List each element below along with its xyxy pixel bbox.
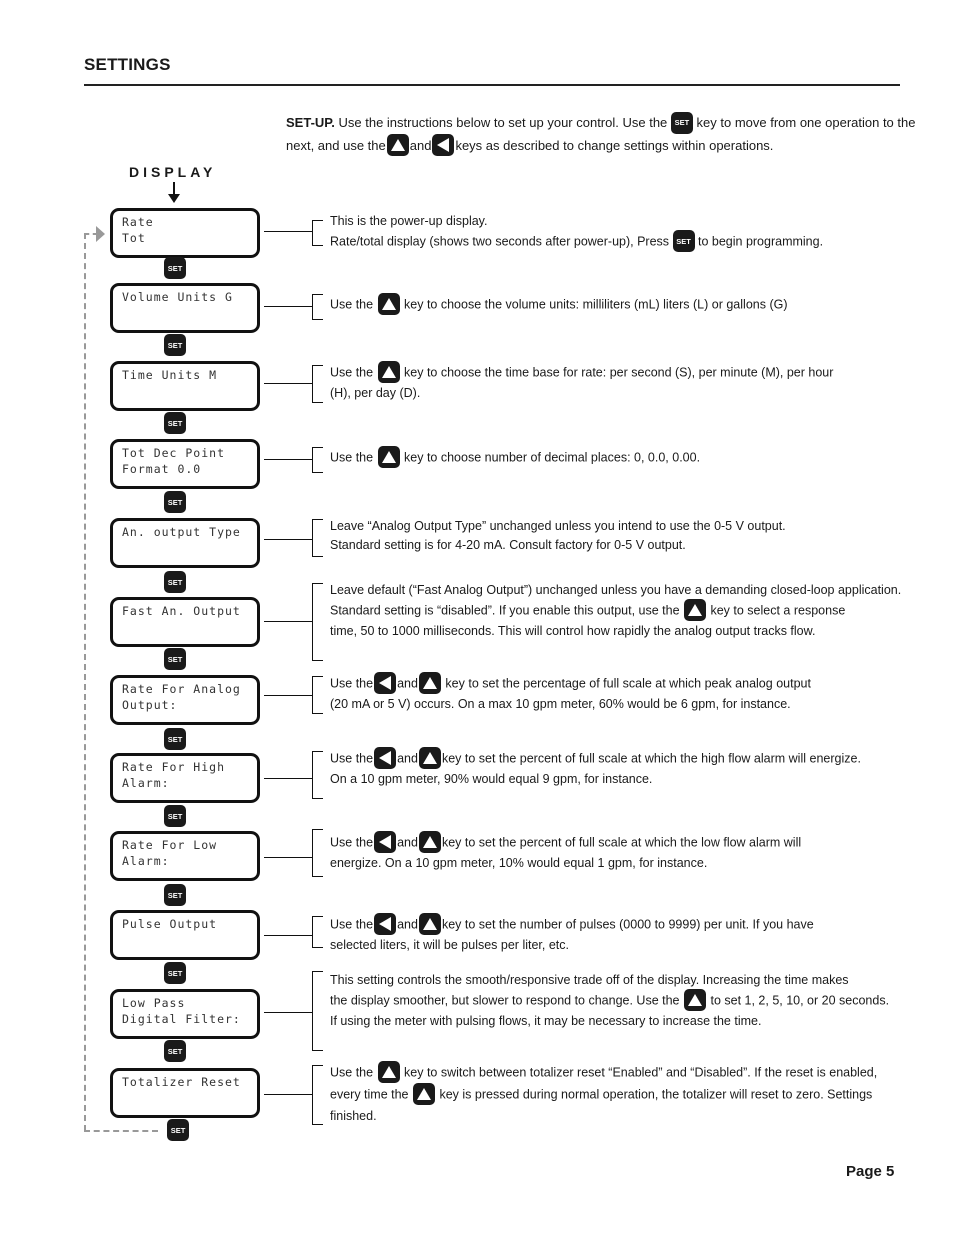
set-key-icon: SET <box>671 112 693 134</box>
lcd-line: Rate For Analog <box>122 682 241 696</box>
desc-text: Use the <box>330 751 374 766</box>
step-description <box>330 832 930 873</box>
lcd-totalizer-reset <box>110 1068 260 1118</box>
bracket <box>312 676 323 714</box>
bracket <box>312 294 323 320</box>
return-loop-arrowhead <box>96 226 105 242</box>
up-arrow-key-icon <box>378 361 400 383</box>
connector <box>264 383 312 384</box>
desc-text: key to set the percent of full scale at which the high flow alarm will energize. <box>441 751 861 766</box>
title-rule <box>84 84 900 86</box>
intro-text-2: key to move from one operation to the next, and use the <box>286 115 916 153</box>
lcd-line: Rate For High <box>122 760 226 774</box>
bracket <box>312 220 323 246</box>
desc-text: and <box>397 676 418 691</box>
up-arrow-key-icon <box>684 989 706 1011</box>
lcd-line: Fast An. Output <box>122 604 241 618</box>
lcd-line: Tot <box>122 231 146 245</box>
desc-text: Use the <box>330 450 377 465</box>
up-arrow-key-icon <box>378 1061 400 1083</box>
set-key-icon: SET <box>164 412 186 434</box>
lcd-rate-for-low-alarm <box>110 831 260 881</box>
lcd-line: Totalizer Reset <box>122 1075 241 1089</box>
lcd-line: Digital Filter: <box>122 1012 241 1026</box>
set-key-icon: SET <box>164 571 186 593</box>
return-loop-bottom <box>84 1130 158 1132</box>
step-description <box>330 581 930 641</box>
left-arrow-key-icon <box>374 831 396 853</box>
desc-line: time, 50 to 1000 milliseconds. This will control how rapidly the analog output tracks flow. <box>330 624 816 638</box>
return-loop-line <box>84 233 86 1131</box>
connector <box>264 857 312 858</box>
up-arrow-key-icon <box>419 831 441 853</box>
lcd-line: Tot Dec Point <box>122 446 226 460</box>
step-description <box>330 517 930 555</box>
desc-text: Use the <box>330 1065 377 1080</box>
lcd-pulse-output <box>110 910 260 960</box>
bracket <box>312 751 323 799</box>
up-arrow-key-icon <box>378 293 400 315</box>
desc-line: Standard setting is for 4-20 mA. Consult factory for 0-5 V output. <box>330 538 686 552</box>
bracket <box>312 971 323 1051</box>
left-arrow-key-icon <box>374 747 396 769</box>
desc-line: (H), per day (D). <box>330 386 421 400</box>
lcd-line: Format 0.0 <box>122 462 202 476</box>
bracket <box>312 916 323 948</box>
up-arrow-key-icon <box>387 134 409 156</box>
lcd-rate-for-analog <box>110 675 260 725</box>
lcd-line: Alarm: <box>122 854 170 868</box>
connector <box>264 1012 312 1013</box>
left-arrow-key-icon <box>374 672 396 694</box>
lcd-fast-an-output <box>110 597 260 647</box>
up-arrow-key-icon <box>419 672 441 694</box>
lcd-tot-dec-point <box>110 439 260 489</box>
up-arrow-key-icon <box>684 599 706 621</box>
lcd-line: An. output Type <box>122 525 241 539</box>
display-label: DISPLAY <box>129 164 217 180</box>
lcd-an-output-type <box>110 518 260 568</box>
step-description <box>330 748 930 789</box>
set-key-icon: SET <box>164 257 186 279</box>
up-arrow-key-icon <box>419 913 441 935</box>
lcd-line: Alarm: <box>122 776 170 790</box>
desc-text: key to choose the time base for rate: per second (S), per minute (M), per hour <box>400 365 834 380</box>
connector <box>264 695 312 696</box>
desc-text: Use the <box>330 297 377 312</box>
intro-lead: SET-UP. <box>286 115 335 130</box>
desc-text: key to set the percentage of full scale at which peak analog output <box>441 676 811 691</box>
page-title: SETTINGS <box>84 55 171 74</box>
bracket <box>312 519 323 557</box>
lcd-line: Pulse Output <box>122 917 218 931</box>
set-key-icon: SET <box>164 728 186 750</box>
lcd-line: Low Pass <box>122 996 186 1010</box>
bracket <box>312 447 323 473</box>
desc-line: (20 mA or 5 V) occurs. On a max 10 gpm meter, 60% would be 6 gpm, for instance. <box>330 697 791 711</box>
desc-text: key to choose the volume units: milliliters (mL) liters (L) or gallons (G) <box>400 297 788 312</box>
bracket <box>312 583 323 661</box>
desc-line: If using the meter with pulsing flows, it may be necessary to increase the time. <box>330 1014 762 1028</box>
left-arrow-key-icon <box>432 134 454 156</box>
desc-text: Use the <box>330 917 374 932</box>
connector <box>264 935 312 936</box>
connector <box>264 231 312 232</box>
connector <box>264 306 312 307</box>
step-description <box>330 673 930 714</box>
desc-line: On a 10 gpm meter, 90% would equal 9 gpm, for instance. <box>330 772 653 786</box>
lcd-line: Volume Units G <box>122 290 233 304</box>
set-key-icon: SET <box>673 230 695 252</box>
desc-line: This setting controls the smooth/responsive trade off of the display. Increasing the time makes <box>330 973 849 987</box>
lcd-volume-units <box>110 283 260 333</box>
desc-text: every time the <box>330 1087 412 1102</box>
intro-text-1: Use the instructions below to set up your control. Use the <box>334 115 671 130</box>
desc-text: Rate/total display (shows two seconds after power-up), Press <box>330 234 673 249</box>
connector <box>264 539 312 540</box>
set-key-icon: SET <box>164 334 186 356</box>
set-key-icon: SET <box>164 491 186 513</box>
set-key-icon: SET <box>167 1119 189 1141</box>
lcd-low-pass-filter <box>110 989 260 1039</box>
desc-line: energize. On a 10 gpm meter, 10% would equal 1 gpm, for instance. <box>330 856 708 870</box>
lcd-line: Time Units M <box>122 368 218 382</box>
connector <box>264 1094 312 1095</box>
desc-text: to set 1, 2, 5, 10, or 20 seconds. <box>707 993 890 1008</box>
desc-line: selected liters, it will be pulses per liter, etc. <box>330 938 569 952</box>
lcd-rate-tot <box>110 208 260 258</box>
desc-text: key to switch between totalizer reset “Enabled” and “Disabled”. If the reset is enabled, <box>400 1065 878 1080</box>
up-arrow-key-icon <box>378 446 400 468</box>
step-description <box>330 447 930 469</box>
desc-text: and <box>397 835 418 850</box>
intro-text-4: keys as described to change settings within operations. <box>455 137 774 153</box>
desc-text: Standard setting is “disabled”. If you enable this output, use the <box>330 603 683 618</box>
bracket <box>312 1065 323 1125</box>
set-key-icon: SET <box>164 884 186 906</box>
step-description <box>330 914 930 955</box>
left-arrow-key-icon <box>374 913 396 935</box>
bracket <box>312 829 323 877</box>
bracket <box>312 365 323 403</box>
lcd-line: Rate <box>122 215 154 229</box>
desc-text: key to select a response <box>707 603 846 618</box>
step-description <box>330 294 930 316</box>
desc-line: finished. <box>330 1109 377 1123</box>
desc-text: key is pressed during normal operation, the totalizer will reset to zero. Settings <box>435 1087 873 1102</box>
desc-text: key to set the percent of full scale at which the low flow alarm will <box>441 835 802 850</box>
connector <box>264 459 312 460</box>
desc-text: Use the <box>330 835 374 850</box>
lcd-time-units <box>110 361 260 411</box>
step-description <box>330 212 930 253</box>
lcd-rate-for-high-alarm <box>110 753 260 803</box>
connector <box>264 621 312 622</box>
desc-line: Leave “Analog Output Type” unchanged unless you intend to use the 0-5 V output. <box>330 519 786 533</box>
desc-text: key to choose number of decimal places: 0, 0.0, 0.00. <box>400 450 701 465</box>
step-description <box>330 971 930 1031</box>
intro-paragraph <box>286 112 916 157</box>
up-arrow-key-icon <box>419 747 441 769</box>
connector <box>264 778 312 779</box>
lcd-line: Output: <box>122 698 178 712</box>
intro-text-3: and <box>409 137 432 153</box>
step-description <box>330 362 930 403</box>
desc-text: and <box>397 751 418 766</box>
set-key-icon: SET <box>164 805 186 827</box>
desc-text: to begin programming. <box>694 234 824 249</box>
desc-text: Use the <box>330 676 374 691</box>
set-key-icon: SET <box>164 962 186 984</box>
set-key-icon: SET <box>164 1040 186 1062</box>
set-key-icon: SET <box>164 648 186 670</box>
up-arrow-key-icon <box>413 1083 435 1105</box>
desc-text: the display smoother, but slower to respond to change. Use the <box>330 993 683 1008</box>
desc-line: Leave default (“Fast Analog Output”) unchanged unless you have a demanding closed-loop application. <box>330 583 902 597</box>
step-description <box>330 1062 930 1126</box>
display-arrowhead <box>168 194 180 203</box>
desc-text: and <box>397 917 418 932</box>
lcd-line: Rate For Low <box>122 838 218 852</box>
desc-text: key to set the number of pulses (0000 to 9999) per unit. If you have <box>441 917 814 932</box>
desc-text: Use the <box>330 365 377 380</box>
page-number: Page 5 <box>846 1163 895 1180</box>
desc-line: This is the power-up display. <box>330 214 488 228</box>
